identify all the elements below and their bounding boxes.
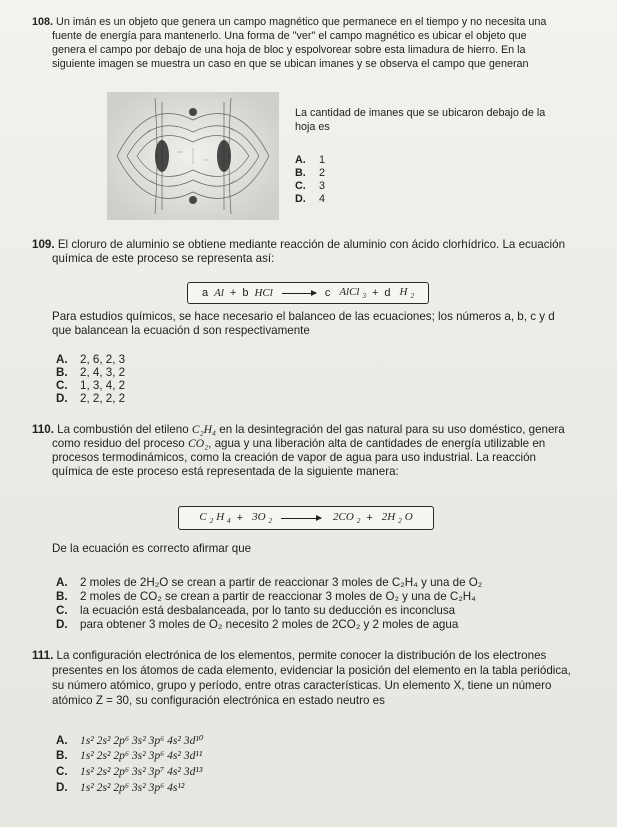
q110-option-a[interactable]: A. 2 moles de 2H₂O se crean a partir de reaccionar 3 moles de C₂H₄ y una de O₂ — [56, 576, 483, 589]
q111-option-b[interactable]: B. 1s² 2s² 2p⁶ 3s² 3p⁶ 4s² 3d¹¹ — [56, 749, 203, 762]
q110-prompt: De la ecuación es correcto afirmar que — [52, 542, 252, 555]
q109-line-2: química de este proceso se representa así: — [52, 252, 275, 265]
q109-after-2: que balancean la ecuación d son respectivamente — [52, 324, 310, 337]
iron-filings-pattern-icon — [107, 92, 279, 220]
q110-line-2: como residuo del proceso CO₂, agua y una liberación alta de cantidades de energía utilizable en — [52, 437, 546, 450]
reaction-arrow-icon — [282, 293, 316, 294]
q108-line-1 — [32, 16, 546, 28]
q108-option-c[interactable]: C. 3 — [295, 180, 326, 192]
q108-line-3: genera el campo por debajo de una hoja de bloc y espolvorear sobre esta limadura de hierro. En la — [52, 44, 526, 56]
q108-option-a[interactable]: A. 1 — [295, 154, 326, 166]
q108-prompt-2: hoja es — [295, 121, 330, 133]
q110-equation-box: C $_2$ H $_4$ + 3O $_2$ 2CO $_2$ + 2H $_2$ O — [178, 506, 434, 530]
q109-option-a[interactable]: A. 2, 6, 2, 3 — [56, 353, 126, 366]
q108-prompt-1: La cantidad de imanes que se ubicaron debajo de la — [295, 107, 546, 119]
q110-number: 110. — [32, 423, 54, 436]
q108-line-2: fuente de energía para mantenerlo. Una forma de "ver" el campo magnético es ubicar el objeto que — [52, 30, 527, 42]
q111-number: 111. — [32, 649, 54, 662]
q110-line-4: química de este proceso está representada de la siguiente manera: — [52, 465, 399, 478]
magnets-iron-filings-image — [107, 92, 279, 220]
q109-option-b[interactable]: B. 2, 4, 3, 2 — [56, 366, 126, 379]
q110-option-c[interactable]: C. la ecuación está desbalanceada, por lo tanto su deducción es inconclusa — [56, 604, 456, 617]
reaction-arrow-icon — [281, 518, 321, 519]
q111-option-d[interactable]: D. 1s² 2s² 2p⁶ 3s² 3p⁶ 4s¹² — [56, 781, 185, 794]
q110-option-d[interactable]: D. para obtener 3 moles de O₂ necesito 2 moles de 2CO₂ y 2 moles de agua — [56, 618, 459, 631]
q109-number: 109. — [32, 238, 55, 251]
q110-option-b[interactable]: B. 2 moles de CO₂ se crean a partir de reaccionar 3 moles de O₂ y una de C₂H₄ — [56, 590, 476, 603]
q110-line-1: 110. La combustión del etileno C₂H₄ en la desintegración del gas natural para su uso doméstico, genera — [32, 423, 565, 436]
q109-after-1: Para estudios químicos, se hace necesario el balanceo de las ecuaciones; los números a, b, c y d — [52, 310, 555, 323]
q111-option-c[interactable]: C. 1s² 2s² 2p⁶ 3s² 3p⁷ 4s² 3d¹³ — [56, 765, 203, 778]
q111-line-3: su número atómico, grupo y período, entre otras características. Un elemento X, tiene un número — [52, 679, 552, 692]
q111-option-a[interactable]: A. 1s² 2s² 2p⁶ 3s² 3p⁶ 4s² 3d¹⁰ — [56, 734, 204, 747]
q110-line-3: procesos termodinámicos, como la creación de vapor de agua para uso industrial. La reacción — [52, 451, 536, 464]
q108-option-d[interactable]: D. 4 — [295, 193, 326, 205]
q111-line-2: presentes en los átomos de cada elemento, evidenciar la posición del elemento en la tabla periódica, — [52, 664, 571, 677]
q109-option-c[interactable]: C. 1, 3, 4, 2 — [56, 379, 126, 392]
q111-line-4: atómico Z = 30, su configuración electrónica en estado neutro es — [52, 694, 385, 707]
q111-line-1: 111. La configuración electrónica de los elementos, permite conocer la distribución de los electrones — [32, 649, 547, 662]
q108-text-1: Un imán es un objeto que genera un campo magnético que permanece en el tiempo y no necesita una — [56, 16, 547, 28]
q108-option-b[interactable]: B. 2 — [295, 167, 326, 179]
q108-number: 108. — [32, 16, 54, 28]
q109-option-d[interactable]: D. 2, 2, 2, 2 — [56, 392, 126, 405]
q109-equation-box: a Al + b HCl c AlCl $_3$ + d H $_2$ — [187, 282, 429, 304]
q109-line-1: 109. El cloruro de aluminio se obtiene mediante reacción de aluminio con ácido clorhídrico. La ecuación — [32, 238, 566, 251]
q108-line-4: siguiente imagen se muestra un caso en que se ubican imanes y se observa el campo que generan — [52, 58, 529, 70]
